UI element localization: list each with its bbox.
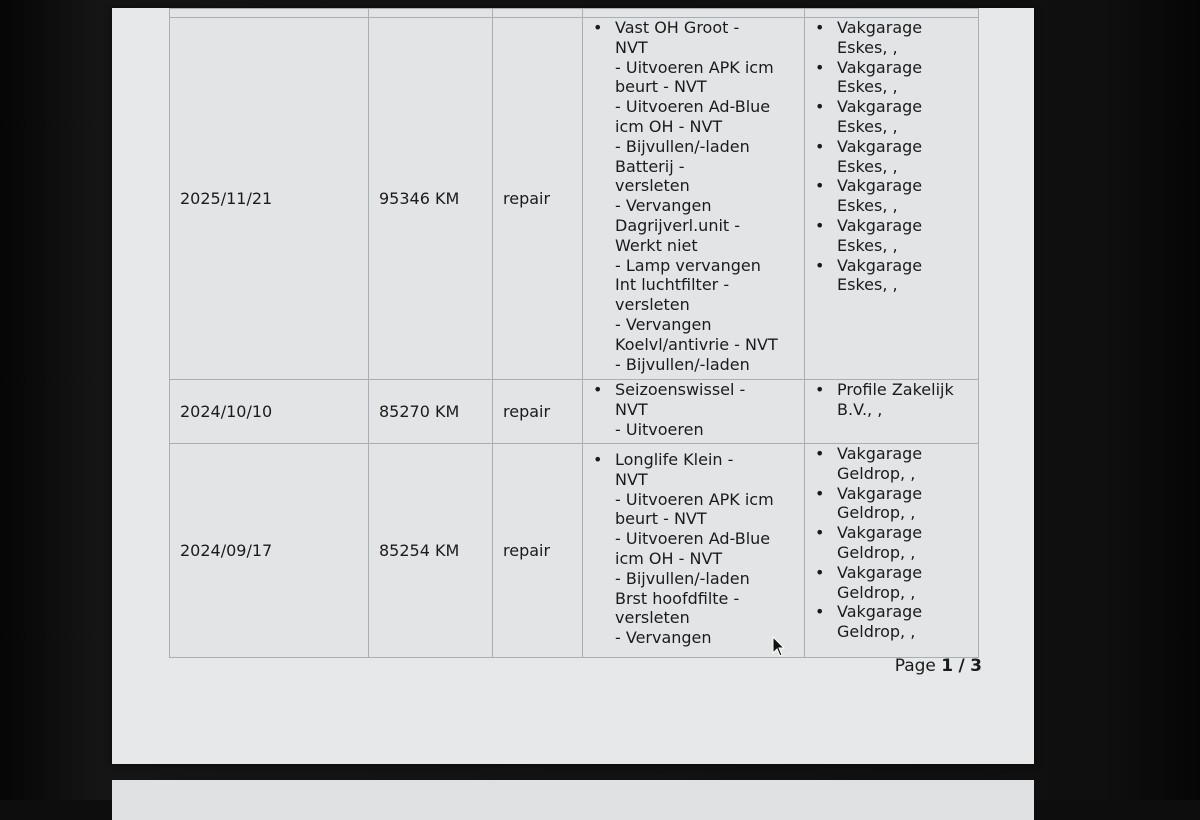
table-row (170, 18, 979, 380)
detail-line: - Bijvullen/-laden (615, 354, 750, 374)
detail-line: Batterij - (615, 156, 685, 176)
mileage-cell: 85270 KM (369, 380, 493, 444)
date-cell: 2024/09/17 (170, 444, 369, 658)
detail-line: NVT (615, 469, 648, 489)
date-cell: 2025/11/21 (170, 18, 369, 380)
page-label: Page (894, 656, 936, 676)
details-list (593, 18, 794, 374)
list-item (615, 18, 794, 374)
detail-line: beurt - NVT (615, 77, 707, 97)
list-item: • Vakgarage Eskes, , (837, 216, 968, 256)
service-history-table (169, 8, 979, 658)
table-cell (493, 9, 583, 18)
garage-list (815, 18, 968, 295)
type-cell: repair (493, 380, 583, 444)
list-item: • Vakgarage Geldrop, , (837, 444, 968, 484)
table-row (170, 380, 979, 444)
table-cell (369, 9, 493, 18)
detail-line: Brst hoofdfilte - (615, 588, 740, 608)
detail-line: - Uitvoeren APK icm (615, 489, 774, 509)
table-cell (805, 9, 979, 18)
details-cell (583, 18, 805, 380)
detail-line: icm OH - NVT (615, 548, 723, 568)
list-item: • Vakgarage Eskes, , (837, 256, 968, 296)
detail-line: • Seizoenswissel - (615, 380, 746, 399)
detail-line: - Uitvoeren (615, 419, 704, 439)
list-item (615, 380, 794, 439)
detail-line: NVT (615, 399, 648, 419)
page-current: 1 (941, 656, 954, 676)
list-item: • Profile Zakelijk B.V., , (837, 380, 968, 420)
page-separator: / (958, 656, 965, 676)
details-cell (583, 444, 805, 658)
list-item: • Vakgarage Eskes, , (837, 97, 968, 137)
detail-line: beurt - NVT (615, 509, 707, 529)
type-cell: repair (493, 444, 583, 658)
page-total: 3 (970, 656, 982, 676)
garage-cell (805, 18, 979, 380)
list-item: • Vakgarage Geldrop, , (837, 563, 968, 603)
table-cell (583, 9, 805, 18)
list-item: • Vakgarage Eskes, , (837, 58, 968, 98)
list-item: • Vakgarage Geldrop, , (837, 523, 968, 563)
detail-line: versleten (615, 608, 690, 628)
detail-line: Koelvl/antivrie - NVT (615, 334, 778, 354)
detail-line: versleten (615, 176, 690, 196)
list-item: • Vakgarage Geldrop, , (837, 602, 968, 642)
list-item: • Vakgarage Eskes, , (837, 137, 968, 177)
detail-line: - Uitvoeren Ad-Blue (615, 97, 771, 117)
detail-line: • Vast OH Groot - (615, 18, 740, 37)
list-item (615, 450, 794, 648)
garage-list (815, 444, 968, 642)
detail-line: Werkt niet (615, 235, 698, 255)
detail-line: - Uitvoeren Ad-Blue (615, 529, 771, 549)
detail-line: NVT (615, 37, 648, 57)
detail-line: - Vervangen (615, 628, 712, 648)
detail-line: - Lamp vervangen (615, 255, 761, 275)
detail-line: - Vervangen (615, 314, 712, 334)
garage-cell (805, 444, 979, 658)
list-item: • Vakgarage Geldrop, , (837, 484, 968, 524)
mileage-cell: 85254 KM (369, 444, 493, 658)
details-list (593, 380, 794, 439)
date-cell: 2024/10/10 (170, 380, 369, 444)
page-indicator (895, 656, 982, 676)
detail-line: - Bijvullen/-laden (615, 568, 750, 588)
mileage-cell: 95346 KM (369, 18, 493, 380)
detail-line: - Vervangen (615, 196, 712, 216)
detail-line: icm OH - NVT (615, 116, 723, 136)
details-list (593, 450, 794, 648)
next-document-page (112, 780, 1034, 820)
details-cell (583, 380, 805, 444)
garage-list (815, 380, 968, 420)
list-item: • Vakgarage Eskes, , (837, 18, 968, 58)
detail-line: Dagrijverl.unit - (615, 215, 741, 235)
table-cell (170, 9, 369, 18)
document-page (112, 8, 1034, 764)
type-cell: repair (493, 18, 583, 380)
garage-cell (805, 380, 979, 444)
detail-line: Int luchtfilter - (615, 275, 730, 295)
detail-line: - Uitvoeren APK icm (615, 57, 774, 77)
detail-line: • Longlife Klein - (615, 450, 734, 469)
table-row-clipped (170, 9, 979, 18)
table-row (170, 444, 979, 658)
detail-line: versleten (615, 295, 690, 315)
list-item: • Vakgarage Eskes, , (837, 176, 968, 216)
detail-line: - Bijvullen/-laden (615, 136, 750, 156)
